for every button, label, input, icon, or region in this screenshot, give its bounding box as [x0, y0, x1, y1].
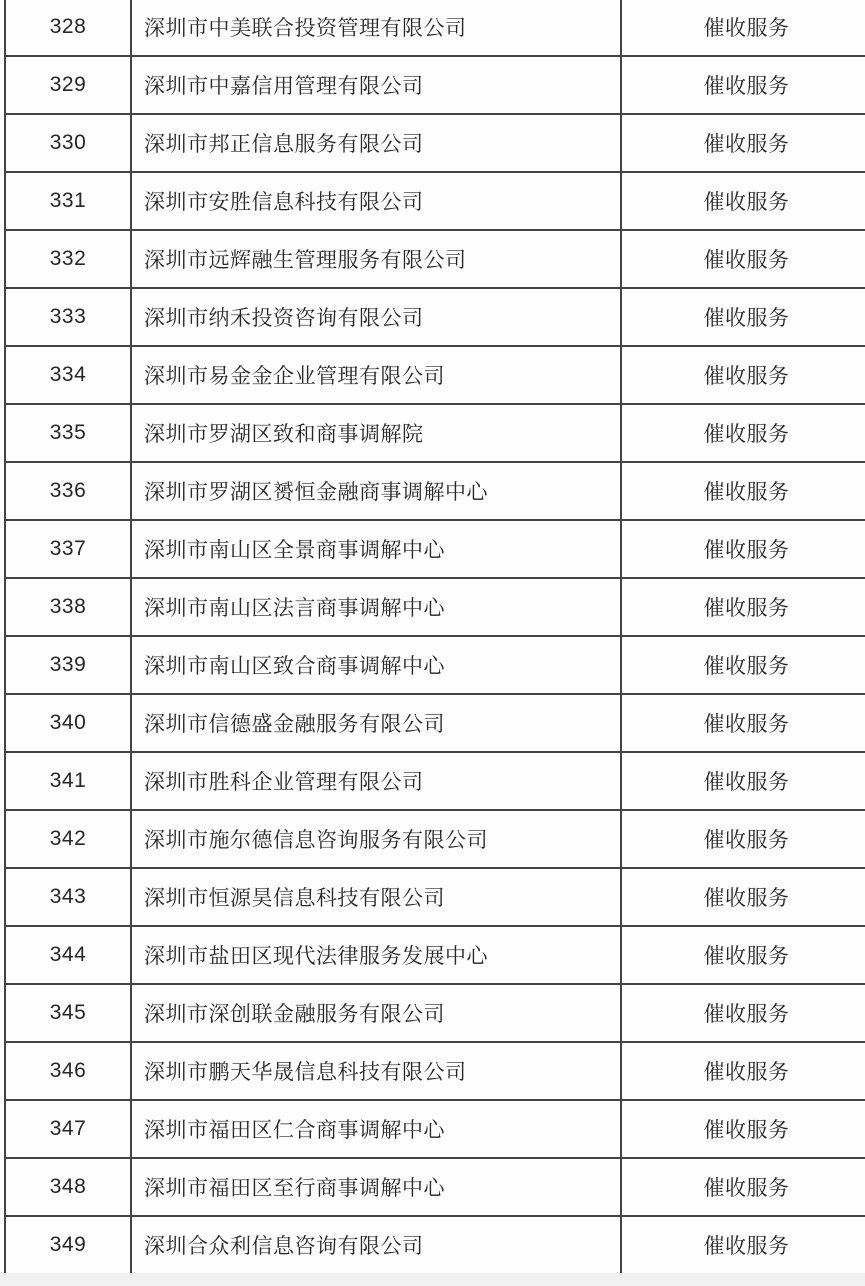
table-row	[5, 56, 865, 114]
table-row	[5, 172, 865, 230]
service-type: 催收服务	[621, 462, 865, 520]
service-type: 催收服务	[621, 694, 865, 752]
table-row	[5, 230, 865, 288]
company-name: 深圳市中嘉信用管理有限公司	[131, 56, 621, 114]
row-number: 345	[5, 984, 131, 1042]
table-row	[5, 1158, 865, 1216]
row-number: 336	[5, 462, 131, 520]
row-number: 348	[5, 1158, 131, 1216]
service-type: 催收服务	[621, 56, 865, 114]
service-type: 催收服务	[621, 810, 865, 868]
table-row	[5, 578, 865, 636]
row-number: 347	[5, 1100, 131, 1158]
row-number: 329	[5, 56, 131, 114]
row-number: 333	[5, 288, 131, 346]
company-roster-table	[4, 0, 865, 1275]
service-type: 催收服务	[621, 926, 865, 984]
table-row	[5, 1042, 865, 1100]
table-row	[5, 0, 865, 56]
service-type: 催收服务	[621, 1216, 865, 1274]
service-type: 催收服务	[621, 520, 865, 578]
company-name: 深圳市罗湖区致和商事调解院	[131, 404, 621, 462]
table-row	[5, 752, 865, 810]
row-number: 343	[5, 868, 131, 926]
row-number: 341	[5, 752, 131, 810]
service-type: 催收服务	[621, 346, 865, 404]
table-row	[5, 1216, 865, 1274]
table-row	[5, 114, 865, 172]
company-name: 深圳市盐田区现代法律服务发展中心	[131, 926, 621, 984]
table-row	[5, 404, 865, 462]
company-name: 深圳市南山区全景商事调解中心	[131, 520, 621, 578]
row-number: 344	[5, 926, 131, 984]
company-name: 深圳市胜科企业管理有限公司	[131, 752, 621, 810]
service-type: 催收服务	[621, 984, 865, 1042]
company-name: 深圳市鹏天华晟信息科技有限公司	[131, 1042, 621, 1100]
company-name: 深圳市南山区法言商事调解中心	[131, 578, 621, 636]
row-number: 349	[5, 1216, 131, 1274]
row-number: 332	[5, 230, 131, 288]
service-type: 催收服务	[621, 0, 865, 56]
company-name: 深圳市中美联合投资管理有限公司	[131, 0, 621, 56]
service-type: 催收服务	[621, 868, 865, 926]
company-name: 深圳市信德盛金融服务有限公司	[131, 694, 621, 752]
service-type: 催收服务	[621, 1100, 865, 1158]
service-type: 催收服务	[621, 404, 865, 462]
service-type: 催收服务	[621, 752, 865, 810]
company-name: 深圳市安胜信息科技有限公司	[131, 172, 621, 230]
company-name: 深圳市南山区致合商事调解中心	[131, 636, 621, 694]
table-row	[5, 346, 865, 404]
company-name: 深圳合众利信息咨询有限公司	[131, 1216, 621, 1274]
row-number: 330	[5, 114, 131, 172]
company-name: 深圳市邦正信息服务有限公司	[131, 114, 621, 172]
service-type: 催收服务	[621, 578, 865, 636]
row-number: 331	[5, 172, 131, 230]
company-name: 深圳市深创联金融服务有限公司	[131, 984, 621, 1042]
company-name: 深圳市罗湖区赟恒金融商事调解中心	[131, 462, 621, 520]
table-row	[5, 810, 865, 868]
company-name: 深圳市福田区至行商事调解中心	[131, 1158, 621, 1216]
table-row	[5, 694, 865, 752]
table-row	[5, 520, 865, 578]
row-number: 342	[5, 810, 131, 868]
row-number: 338	[5, 578, 131, 636]
table-row	[5, 636, 865, 694]
table-body	[5, 0, 865, 1274]
service-type: 催收服务	[621, 1158, 865, 1216]
company-name: 深圳市施尔德信息咨询服务有限公司	[131, 810, 621, 868]
row-number: 346	[5, 1042, 131, 1100]
page-edge-strip	[0, 1273, 865, 1286]
table-row	[5, 1100, 865, 1158]
service-type: 催收服务	[621, 114, 865, 172]
service-type: 催收服务	[621, 636, 865, 694]
service-type: 催收服务	[621, 1042, 865, 1100]
company-name: 深圳市易金金企业管理有限公司	[131, 346, 621, 404]
row-number: 328	[5, 0, 131, 56]
row-number: 340	[5, 694, 131, 752]
company-name: 深圳市远辉融生管理服务有限公司	[131, 230, 621, 288]
row-number: 337	[5, 520, 131, 578]
row-number: 335	[5, 404, 131, 462]
company-name: 深圳市福田区仁合商事调解中心	[131, 1100, 621, 1158]
table-row	[5, 984, 865, 1042]
service-type: 催收服务	[621, 288, 865, 346]
company-name: 深圳市恒源昊信息科技有限公司	[131, 868, 621, 926]
service-type: 催收服务	[621, 172, 865, 230]
table-row	[5, 926, 865, 984]
row-number: 339	[5, 636, 131, 694]
table-row	[5, 288, 865, 346]
row-number: 334	[5, 346, 131, 404]
service-type: 催收服务	[621, 230, 865, 288]
table-row	[5, 462, 865, 520]
table-row	[5, 868, 865, 926]
company-name: 深圳市纳禾投资咨询有限公司	[131, 288, 621, 346]
